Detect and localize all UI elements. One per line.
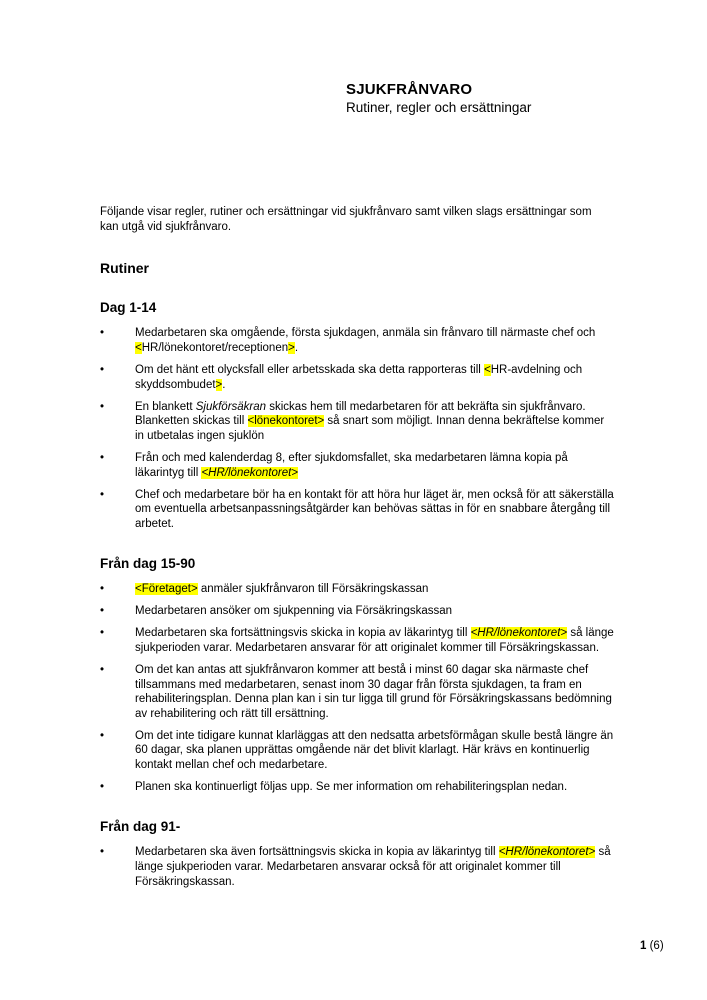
bullet-item xyxy=(100,488,615,532)
text-run: anmäler sjukfrånvaron till Försäkringskassan xyxy=(197,583,429,596)
bullet-text xyxy=(135,488,615,532)
main-heading: Rutiner xyxy=(100,260,149,277)
text-run: så snart som möjligt. Innan denna bekräftelse kommer in utbetalas ingen sjuklön xyxy=(135,415,605,442)
page-total: (6) xyxy=(646,940,664,952)
text-run: Om det hänt ett olycksfall eller arbetsskada ska detta rapporteras till xyxy=(135,364,484,377)
text-run: Om det inte tidigare kunnat klarläggas att den nedsatta arbetsförmågan skulle bestå längre än 60 dagar, ska planen upprättas omgående när det blivit klarlagt. Här krävs en kontinuerlig kontakt mellan chef och medarbetare. xyxy=(135,729,614,772)
bullet-item xyxy=(100,845,615,889)
page-footer xyxy=(640,940,664,952)
text-run: Medarbetaren ska även fortsättningsvis skicka in kopia av läkarintyg till xyxy=(135,846,499,859)
document-title: SJUKFRÅNVARO xyxy=(346,81,473,98)
text-run: Sjukförsäkran xyxy=(195,400,267,413)
bullet-text xyxy=(135,604,615,619)
text-run: så länge sjukperioden varar. Medarbetaren ansvarar för att originalet kommer till Försäkringskassan. xyxy=(135,627,614,654)
bullet-text xyxy=(135,663,615,721)
highlighted-placeholder: <Företaget> xyxy=(135,583,198,596)
bullet-marker: • xyxy=(100,364,105,377)
text-run: Från och med kalenderdag 8, efter sjukdomsfallet, ska medarbetaren lämna kopia på läkarintyg till xyxy=(135,452,568,479)
text-run: HR-avdelning och skyddsombudet xyxy=(135,364,583,391)
section-heading: Från dag 15-90 xyxy=(100,555,196,571)
document-body xyxy=(100,205,615,897)
bullet-item xyxy=(100,326,615,355)
text-run: Medarbetaren ansöker om sjukpenning via Försäkringskassan xyxy=(135,605,453,618)
text-run: Om det kan antas att sjukfrånvaron kommer att bestå i minst 60 dagar ska närmaste chef tillsammans med medarbetaren, senast inom 30 dagar från första sjukdagen, ta fram en rehabiliteringsplan. Denna plan kan i sin tur ligga till grund för Försäkringskassans bedömning av rehabilitering och rätt till ersättning. xyxy=(135,663,612,720)
bullet-marker: • xyxy=(100,781,105,794)
bullet-item xyxy=(100,729,615,773)
bullet-marker: • xyxy=(100,627,105,640)
bullet-marker: • xyxy=(100,846,105,859)
bullet-marker: • xyxy=(100,583,105,596)
text-run: så länge sjukperioden varar. Medarbetaren ansvarar också för att originalet kommer till Försäkringskassan. xyxy=(135,846,611,888)
highlighted-placeholder: <HR/lönekontoret> xyxy=(470,627,568,640)
section-heading: Dag 1-14 xyxy=(100,299,157,315)
text-run: . xyxy=(222,378,226,391)
text-run: HR/lönekontoret/receptionen xyxy=(141,341,289,354)
page-number: 1 xyxy=(640,940,647,952)
highlighted-placeholder: < xyxy=(484,364,491,377)
highlighted-placeholder: <HR/lönekontoret> xyxy=(498,846,596,859)
bullet-text xyxy=(135,582,615,597)
text-run: Medarbetaren ska fortsättningsvis skicka in kopia av läkarintyg till xyxy=(135,627,471,640)
text-run: En blankett xyxy=(135,400,196,413)
bullet-marker: • xyxy=(100,663,105,676)
highlighted-placeholder: < xyxy=(135,341,142,354)
bullet-marker: • xyxy=(100,605,105,618)
bullet-item xyxy=(100,780,615,795)
bullet-item xyxy=(100,363,615,392)
bullet-marker: • xyxy=(100,327,105,340)
bullet-item xyxy=(100,451,615,480)
bullet-text xyxy=(135,780,615,795)
bullet-text xyxy=(135,326,615,355)
bullet-item xyxy=(100,582,615,597)
text-run: skickas hem till medarbetaren för att bekräfta sin sjukfrånvaro. Blanketten skickas till xyxy=(135,400,586,428)
bullet-item xyxy=(100,626,615,655)
bullet-text xyxy=(135,729,615,773)
highlighted-placeholder: <lönekontoret> xyxy=(247,415,325,428)
highlighted-placeholder: > xyxy=(215,378,223,391)
highlighted-placeholder: <HR/lönekontoret> xyxy=(201,466,299,479)
bullet-marker: • xyxy=(100,729,105,742)
highlighted-placeholder: > xyxy=(288,341,295,354)
bullet-marker: • xyxy=(100,452,105,465)
bullet-item xyxy=(100,400,615,444)
bullet-item xyxy=(100,604,615,619)
bullet-item xyxy=(100,663,615,721)
bullet-marker: • xyxy=(100,488,105,501)
text-run: Planen ska kontinuerligt följas upp. Se mer information om rehabiliteringsplan nedan. xyxy=(135,781,568,794)
bullet-text xyxy=(135,451,615,480)
bullet-text xyxy=(135,400,615,444)
text-run: Medarbetaren ska omgående, första sjukdagen, anmäla sin frånvaro till närmaste chef och xyxy=(135,327,596,340)
bullet-text xyxy=(135,363,615,392)
bullet-marker: • xyxy=(100,400,105,413)
document-subtitle: Rutiner, regler och ersättningar xyxy=(346,100,532,115)
bullet-text xyxy=(135,845,615,889)
text-run: . xyxy=(294,341,299,354)
sections-container xyxy=(100,301,615,889)
intro-paragraph: Följande visar regler, rutiner och ersättningar vid sjukfrånvaro samt vilken slags ersättningar som kan utgå vid sjukfrånvaro. xyxy=(100,206,592,233)
section-heading: Från dag 91- xyxy=(100,818,181,834)
title-block xyxy=(346,80,531,117)
bullet-text xyxy=(135,626,615,655)
text-run: Chef och medarbetare bör ha en kontakt för att höra hur läget är, men också för att säkerställa om eventuella arbetsanpassningsåtgärder kan behövas sättas in för en snabbare återgång till arbetet. xyxy=(135,488,614,530)
